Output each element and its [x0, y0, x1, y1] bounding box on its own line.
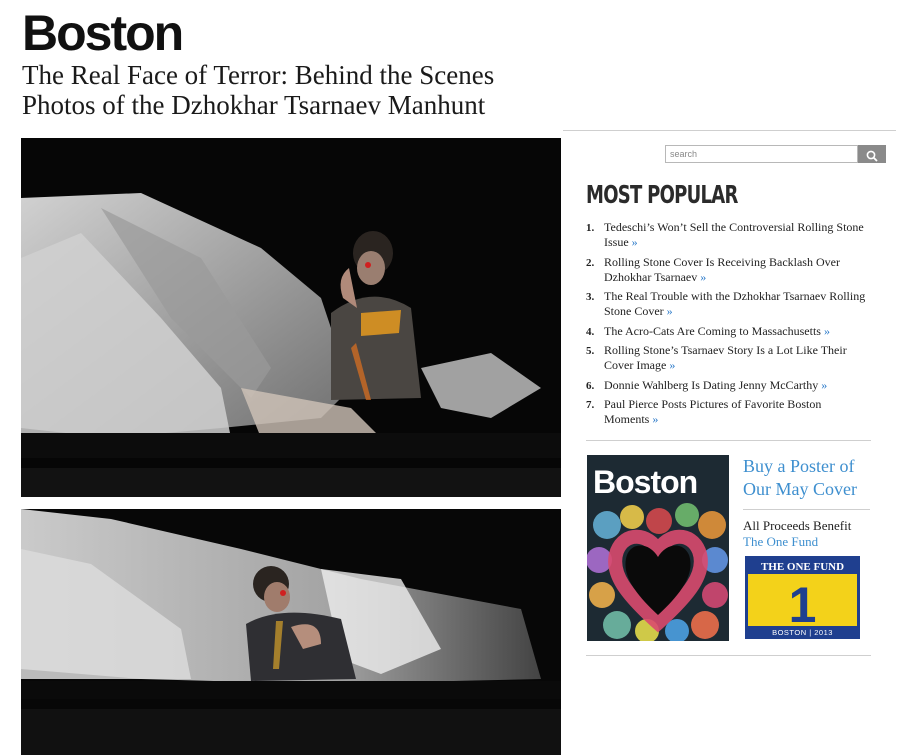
more-arrow-icon: » — [669, 358, 676, 372]
one-fund-logo-title: THE ONE FUND — [760, 561, 845, 573]
promo-divider — [743, 509, 870, 510]
more-arrow-icon: » — [700, 269, 707, 284]
list-item-number: 2. — [586, 256, 595, 269]
popular-link-7[interactable] — [604, 397, 821, 426]
site-logo[interactable]: Boston — [22, 5, 183, 61]
popular-link-text: Tedeschi’s Won’t Sell the Controversial Rolling Stone Issue — [604, 220, 864, 249]
popular-link-1[interactable] — [604, 220, 864, 249]
search-button[interactable] — [858, 145, 886, 163]
popular-link-6[interactable] — [604, 378, 827, 392]
more-arrow-icon: » — [823, 323, 830, 338]
headline-line-2: Photos of the Dzhokhar Tsarnaev Manhunt — [22, 90, 486, 120]
headline-line-1: The Real Face of Terror: Behind the Scenes — [22, 60, 495, 90]
list-item-number: 6. — [586, 379, 595, 392]
list-item-number: 3. — [586, 291, 595, 303]
list-item — [586, 255, 866, 285]
most-popular-list — [586, 220, 866, 432]
sidebar-divider-top — [563, 130, 896, 131]
list-item-number: 4. — [586, 325, 595, 338]
search-box — [665, 145, 886, 163]
search-icon — [866, 150, 878, 162]
popular-link-5[interactable] — [604, 343, 847, 372]
cover-logo: Boston — [593, 464, 698, 500]
list-item-number: 5. — [586, 345, 595, 357]
magazine-cover-image[interactable] — [587, 455, 729, 641]
list-item — [586, 324, 866, 339]
list-item — [586, 289, 866, 319]
popular-link-3[interactable] — [604, 289, 865, 318]
popular-link-text: Rolling Stone’s Tsarnaev Story Is a Lot Like Their Cover Image — [604, 343, 847, 372]
popular-link-text: Rolling Stone Cover Is Receiving Backlash Over Dzhokhar Tsarnaev — [604, 254, 840, 284]
popular-link-text: The Real Trouble with the Dzhokhar Tsarnaev Rolling Stone Cover — [604, 289, 866, 318]
more-arrow-icon: » — [666, 304, 673, 318]
list-item — [586, 397, 866, 427]
article-photo-2 — [21, 509, 561, 755]
sidebar-divider-mid — [586, 440, 871, 441]
search-input[interactable] — [665, 145, 858, 163]
list-item-number: 1. — [586, 222, 595, 234]
sidebar-divider-bottom — [586, 655, 871, 656]
one-fund-logo[interactable] — [745, 556, 860, 639]
popular-link-text: Paul Pierce Posts Pictures of Favorite Boston Moments — [604, 397, 822, 426]
more-arrow-icon: » — [631, 235, 638, 249]
popular-link-text: Donnie Wahlberg Is Dating Jenny McCarthy — [604, 377, 819, 392]
most-popular-title: MOST POPULAR — [586, 180, 738, 209]
list-item — [586, 343, 866, 373]
article-headline — [22, 60, 562, 120]
one-fund-link[interactable]: The One Fund — [743, 534, 819, 549]
article-photo-1 — [21, 138, 561, 497]
proceeds-benefit-text: All Proceeds Benefit — [743, 518, 852, 533]
more-arrow-icon: » — [821, 377, 828, 392]
popular-link-2[interactable] — [604, 255, 840, 284]
more-arrow-icon: » — [652, 412, 659, 426]
popular-link-text: The Acro-Cats Are Coming to Massachusetts — [604, 323, 821, 338]
list-item — [586, 378, 866, 393]
list-item-number: 7. — [586, 399, 595, 411]
one-fund-logo-number: 1 — [788, 577, 817, 633]
list-item — [586, 220, 866, 250]
buy-poster-link[interactable]: Buy a Poster of Our May Cover — [743, 456, 857, 499]
one-fund-logo-footer: BOSTON | 2013 — [772, 628, 833, 637]
popular-link-4[interactable] — [604, 324, 830, 338]
